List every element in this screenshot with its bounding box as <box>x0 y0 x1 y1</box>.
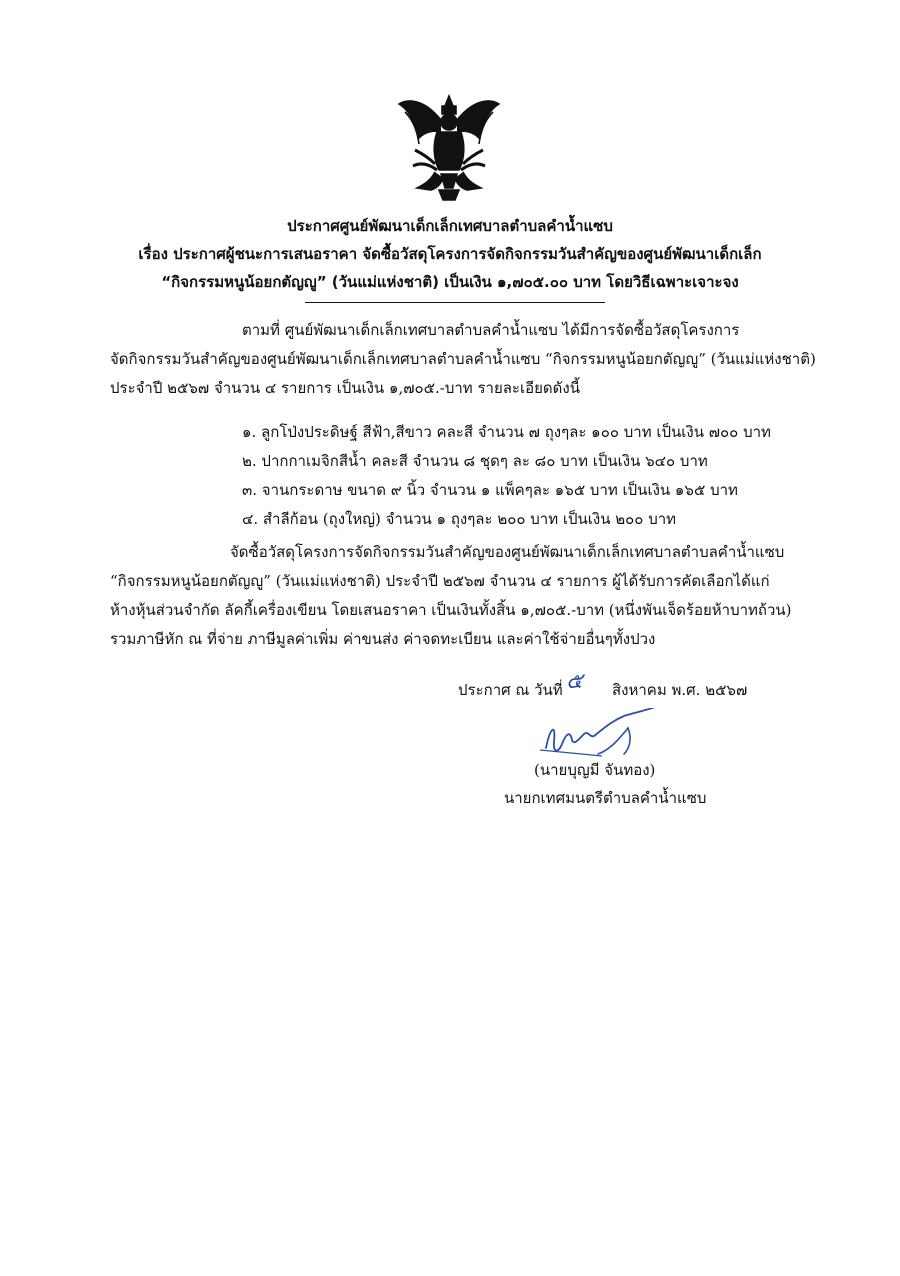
date-month-year: สิงหาคม พ.ศ. ๒๕๖๗ <box>612 681 748 699</box>
header-line-1: ประกาศศูนย์พัฒนาเด็กเล็กเทศบาลตำบลคำน้ำแซบ <box>287 217 613 235</box>
signatory-name: (นายบุญมี จันทอง) <box>534 761 656 779</box>
date-day: ๕ <box>566 669 583 694</box>
header-line-3: “กิจกรรมหนูน้อยกตัญญู” (วันแม่แห่งชาติ) เป็นเงิน ๑,๗๐๕.๐๐ บาท โดยวิธีเฉพาะเจาะจง <box>161 273 739 291</box>
item-3: ๓. จานกระดาษ ขนาด ๙ นิ้ว จำนวน ๑ แพ็คๆละ ๑๖๕ บาท เป็นเงิน ๑๖๕ บาท <box>242 481 738 499</box>
intro-line-3: ประจำปี ๒๕๖๗ จำนวน ๔ รายการ เป็นเงิน ๑,๗๐๕.-บาท รายละเอียดดังนี้ <box>110 379 580 397</box>
intro-line-1: ตามที่ ศูนย์พัฒนาเด็กเล็กเทศบาลตำบลคำน้ำแซบ ได้มีการจัดซื้อวัสดุโครงการ <box>242 321 740 339</box>
garuda-emblem-icon <box>395 92 503 204</box>
summary-line-1: จัดซื้อวัสดุโครงการจัดกิจกรรมวันสำคัญของศูนย์พัฒนาเด็กเล็กเทศบาลตำบลคำน้ำแซบ <box>230 543 785 561</box>
date-prefix: ประกาศ ณ วันที่ <box>458 681 563 699</box>
item-4: ๔. สำลีก้อน (ถุงใหญ่) จำนวน ๑ ถุงๆละ ๒๐๐ บาท เป็นเงิน ๒๐๐ บาท <box>242 510 677 528</box>
header-line-2: เรื่อง ประกาศผู้ชนะการเสนอราคา จัดซื้อวัสดุโครงการจัดกิจกรรมวันสำคัญของศูนย์พัฒนาเด็กเล็ก <box>138 245 762 263</box>
summary-line-3: ห้างหุ้นส่วนจำกัด ลัคกี้เครื่องเขียน โดยเสนอราคา เป็นเงินทั้งสิ้น ๑,๗๐๕.-บาท (หนึ่งพันเจ็ดร้อยห้าบาทถ้วน) <box>110 601 792 619</box>
summary-line-4: รวมภาษีหัก ณ ที่จ่าย ภาษีมูลค่าเพิ่ม ค่าขนส่ง ค่าจดทะเบียน และค่าใช้จ่ายอื่นๆทั้งปวง <box>110 630 656 648</box>
intro-line-2: จัดกิจกรรมวันสำคัญของศูนย์พัฒนาเด็กเล็กเทศบาลตำบลคำน้ำแซบ “กิจกรรมหนูน้อยกตัญญู” (วันแม่แห่งชาติ) <box>110 350 816 368</box>
header-divider <box>305 302 605 303</box>
signature-scribble <box>540 708 680 760</box>
signatory-position: นายกเทศมนตรีตำบลคำน้ำแซบ <box>504 789 707 807</box>
item-1: ๑. ลูกโป่งประดิษฐ์ สีฟ้า,สีขาว คละสี จำนวน ๗ ถุงๆละ ๑๐๐ บาท เป็นเงิน ๗๐๐ บาท <box>242 423 771 441</box>
item-2: ๒. ปากกาเมจิกสีน้ำ คละสี จำนวน ๘ ชุดๆ ละ ๘๐ บาท เป็นเงิน ๖๔๐ บาท <box>242 452 708 470</box>
summary-line-2: “กิจกรรมหนูน้อยกตัญญู” (วันแม่แห่งชาติ) ประจำปี ๒๕๖๗ จำนวน ๔ รายการ ผู้ได้รับการคัดเลือกได้แก่ <box>110 572 770 590</box>
